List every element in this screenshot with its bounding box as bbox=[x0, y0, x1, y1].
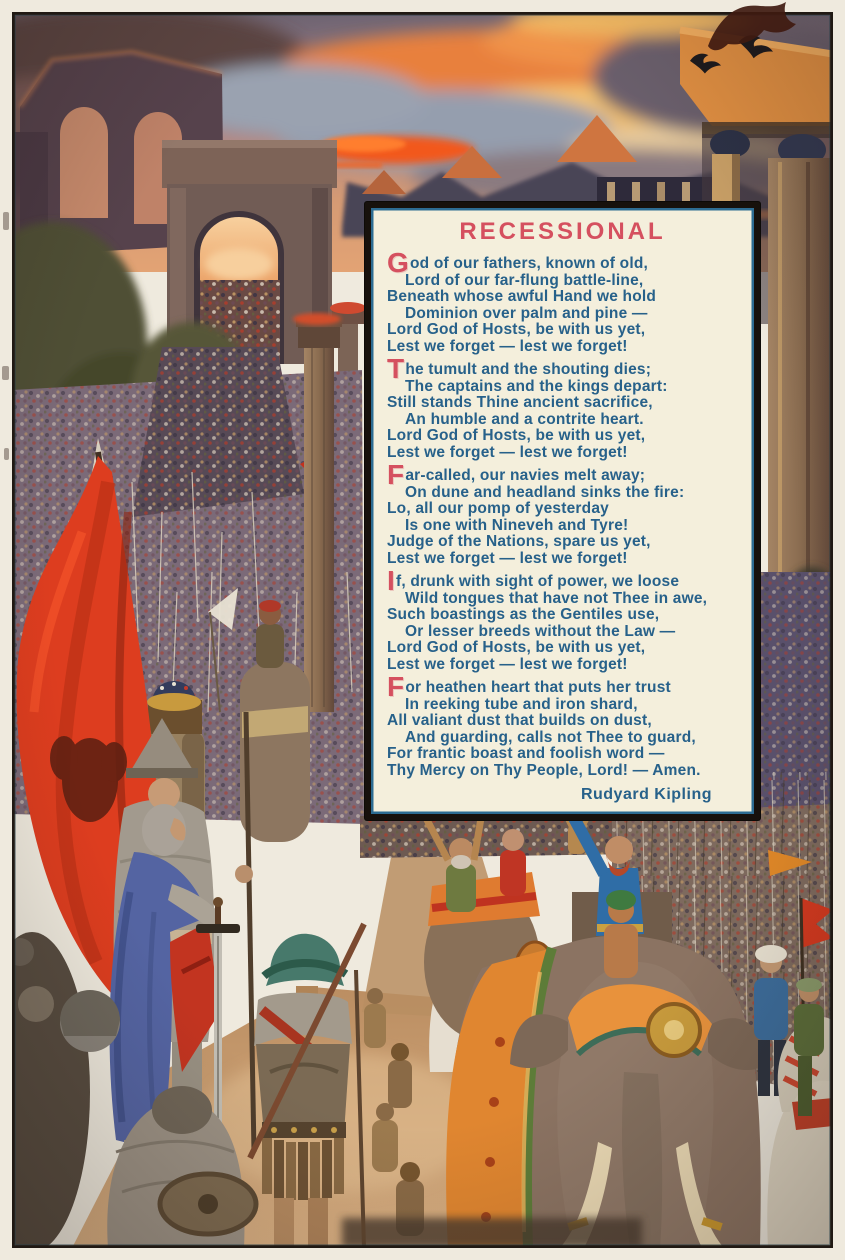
poem-line bbox=[387, 247, 738, 278]
poem-line: Dominion over palm and pine — bbox=[405, 304, 648, 322]
illuminated-initial: T bbox=[387, 353, 405, 384]
poem-line: For frantic boast and foolish word — bbox=[387, 745, 665, 762]
poem-line: And guarding, calls not Thee to guard, bbox=[405, 728, 696, 746]
poem-line: Lord God of Hosts, be with us yet, bbox=[387, 321, 646, 338]
poem-line: All valiant dust that builds on dust, bbox=[387, 712, 652, 729]
dragon-silhouette bbox=[698, 0, 808, 58]
poem-line-text: ar-called, our navies melt away; bbox=[405, 467, 646, 484]
poem-line-text: od of our fathers, known of old, bbox=[409, 255, 649, 272]
poem-line bbox=[387, 459, 738, 490]
poem-line: Such boastings as the Gentiles use, bbox=[387, 606, 660, 623]
poem-line bbox=[387, 353, 738, 384]
poem-stanza-4 bbox=[387, 565, 738, 673]
illuminated-initial: F bbox=[387, 459, 405, 490]
poem-line: Lest we forget — lest we forget! bbox=[387, 443, 628, 461]
poem-line: Beneath whose awful Hand we hold bbox=[387, 288, 657, 305]
poem-title: RECESSIONAL bbox=[459, 218, 666, 245]
poem-line: Lord God of Hosts, be with us yet, bbox=[387, 639, 646, 656]
poem-line: Lord of our far-flung battle-line, bbox=[405, 271, 644, 289]
poem-line: Lo, all our pomp of yesterday bbox=[387, 500, 609, 517]
poem-line bbox=[387, 565, 738, 596]
poem-panel bbox=[365, 202, 760, 820]
poem-stanza-1 bbox=[387, 247, 738, 355]
poem-line-text: or heathen heart that puts her trust bbox=[405, 679, 671, 696]
poem-line bbox=[387, 671, 738, 702]
illuminated-initial: I bbox=[387, 565, 395, 596]
poem-line: Lest we forget — lest we forget! bbox=[387, 549, 628, 567]
author-signature: Rudyard Kipling bbox=[580, 786, 712, 803]
poem-line: Is one with Nineveh and Tyre! bbox=[405, 516, 629, 534]
poem-line: Lest we forget — lest we forget! bbox=[387, 655, 628, 673]
illuminated-initial: G bbox=[387, 247, 409, 278]
poem-line-text: he tumult and the shouting dies; bbox=[405, 361, 652, 378]
poem-stanza-5 bbox=[387, 671, 738, 779]
poem-line: An humble and a contrite heart. bbox=[405, 410, 644, 428]
poem-line: Lest we forget — lest we forget! bbox=[387, 337, 628, 355]
poem-line: Lord God of Hosts, be with us yet, bbox=[387, 427, 646, 444]
poem-stanza-2 bbox=[387, 353, 738, 461]
poem-line: In reeking tube and iron shard, bbox=[405, 695, 638, 713]
poem-line: Wild tongues that have not Thee in awe, bbox=[405, 589, 708, 607]
ink-smudge bbox=[4, 448, 9, 460]
illuminated-initial: F bbox=[387, 671, 405, 702]
poem-line: On dune and headland sinks the fire: bbox=[405, 483, 685, 501]
poem-line: Judge of the Nations, spare us yet, bbox=[387, 533, 651, 550]
poem-stanza-3 bbox=[387, 459, 738, 567]
poem-line-text: f, drunk with sight of power, we loose bbox=[395, 573, 680, 590]
ink-smudge bbox=[2, 366, 9, 380]
ink-smudge bbox=[3, 212, 9, 230]
poem-line: Still stands Thine ancient sacrifice, bbox=[387, 394, 653, 411]
poem-line: The captains and the kings depart: bbox=[405, 377, 668, 395]
poem-line: Or lesser breeds without the Law — bbox=[405, 622, 676, 640]
poem-line: Thy Mercy on Thy People, Lord! — Amen. bbox=[387, 761, 701, 779]
